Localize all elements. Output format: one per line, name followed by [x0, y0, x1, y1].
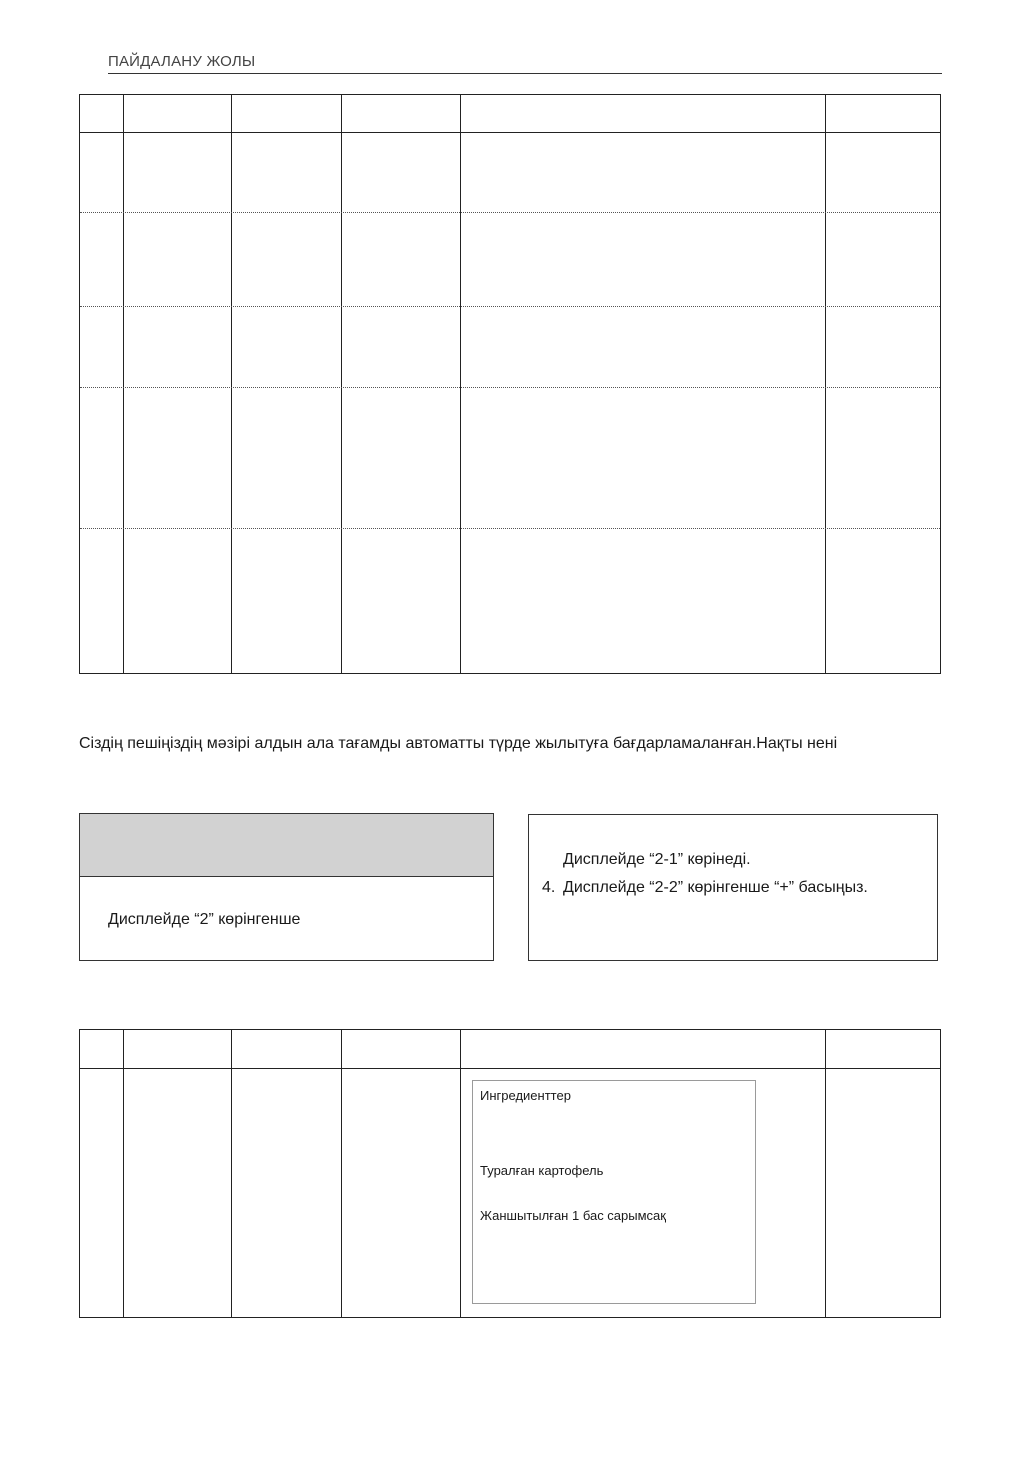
step-text: Дисплейде “2” көрінгенше: [108, 911, 301, 928]
table-column-divider: [231, 1030, 232, 1317]
table-column-divider: [341, 95, 342, 673]
instruction-panel-left: [79, 813, 494, 961]
table-column-divider: [231, 95, 232, 673]
instruction-panel-right: [528, 814, 938, 961]
ingredients-box: [472, 1080, 756, 1304]
ingredient-item: Жаншытылған 1 бас сарымсақ: [480, 1208, 666, 1223]
table-column-divider: [460, 1030, 461, 1317]
table-column-divider: [825, 1030, 826, 1317]
panel-header-band: [80, 814, 493, 877]
step-text: Дисплейде “2-2” көрінгенше “+” басыңыз.: [563, 879, 868, 896]
table-row-divider: [80, 212, 940, 213]
page-header: [108, 52, 942, 74]
table-row-divider: [80, 387, 940, 388]
table-column-divider: [460, 95, 461, 673]
step-line-1: [542, 850, 751, 870]
table-row-divider: [80, 528, 940, 529]
step-number: 4.: [542, 879, 556, 896]
page-title: ПАЙДАЛАНУ ЖОЛЫ: [108, 53, 256, 70]
table-header-divider: [80, 132, 940, 133]
intro-paragraph: Сіздің пешіңіздің мәзірі алдын ала тағамды автоматты түрде жылытуға бағдарламаланған.Нақты нені: [79, 735, 838, 752]
table-header-divider: [80, 1068, 940, 1069]
table-column-divider: [123, 1030, 124, 1317]
table-row-divider: [80, 306, 940, 307]
table-column-divider: [825, 95, 826, 673]
table-column-divider: [341, 1030, 342, 1317]
ingredients-heading: Ингредиенттер: [480, 1088, 571, 1103]
table-column-divider: [123, 95, 124, 673]
ingredient-item: Туралған картофель: [480, 1163, 604, 1178]
step-text: Дисплейде “2-1” көрінеді.: [563, 851, 751, 868]
top-table: [79, 94, 941, 674]
step-line-4: [542, 878, 868, 898]
